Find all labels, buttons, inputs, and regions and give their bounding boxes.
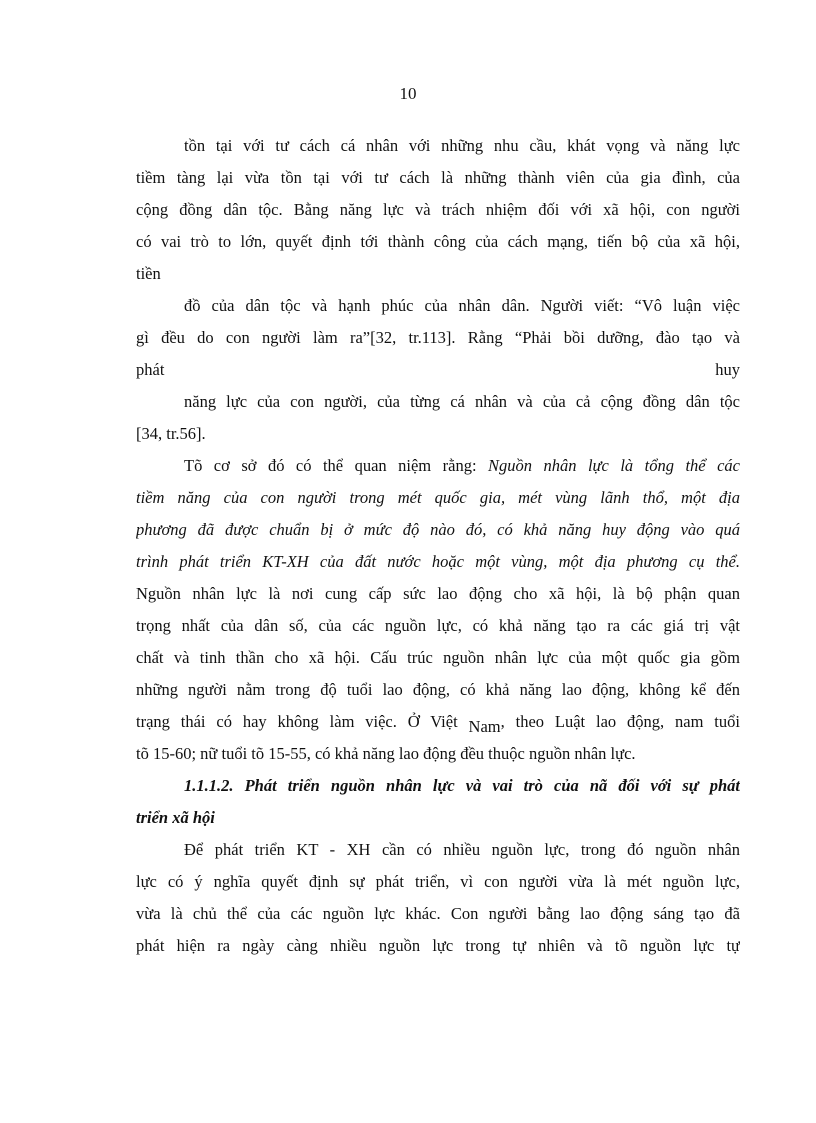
paragraph-line: năng lực của con người, của từng cá nhân và của cả cộng đồng dân tộc bbox=[184, 392, 740, 411]
body-text bbox=[136, 130, 740, 962]
paragraph-line bbox=[136, 706, 740, 738]
section-heading: 1.1.1.2. Phát triển nguồn nhân lực và vai trò của nã đối với sự phát bbox=[184, 776, 740, 795]
paragraph-line: cộng đồng dân tộc. Bằng năng lực và trách nhiệm đối với xã hội, con người bbox=[136, 200, 740, 219]
paragraph-line: tồn tại với tư cách cá nhân với những nhu cầu, khát vọng và năng lực bbox=[184, 136, 740, 155]
paragraph-line: [34, tr.56]. bbox=[136, 424, 206, 443]
definition-line: trình phát triển KT-XH của đất nước hoặc một vùng, một địa phương cụ thể. bbox=[136, 552, 740, 571]
paragraph-line: lực có ý nghĩa quyết định sự phát triển, vì con người vừa là mét nguồn lực, bbox=[136, 872, 740, 891]
line-text: trạng thái có hay không làm việc. Ở Việt bbox=[136, 712, 469, 731]
line-text-sub: Nam bbox=[468, 717, 501, 736]
page-number: 10 bbox=[399, 84, 417, 103]
paragraph-line: có vai trò to lớn, quyết định tới thành công của cách mạng, tiến bộ của xã hội, bbox=[136, 232, 740, 251]
paragraph-line bbox=[136, 450, 740, 482]
lead-text: Tõ cơ sở đó có thể quan niệm rằng: bbox=[184, 456, 488, 475]
paragraph-line: gì đều do con người làm ra”[32, tr.113]. Rằng “Phải bồi dưỡng, đào tạo và bbox=[136, 328, 740, 347]
paragraph-line: trọng nhất của dân số, của các nguồn lực, có khả năng tạo ra các giá trị vật bbox=[136, 616, 740, 635]
paragraph-line: Để phát triển KT - XH cần có nhiều nguồn lực, trong đó nguồn nhân bbox=[184, 840, 740, 859]
section-heading: triển xã hội bbox=[136, 808, 215, 827]
definition-text: Nguồn nhân lực là tổng thể các bbox=[488, 456, 740, 475]
split-word-right: huy bbox=[715, 360, 740, 379]
definition-line: phương đã được chuẩn bị ở mức độ nào đó, có khả năng huy động vào quá bbox=[136, 520, 740, 539]
line-text: , theo Luật lao động, nam tuổi bbox=[500, 712, 740, 731]
paragraph-line: chất và tinh thần cho xã hội. Cấu trúc nguồn nhân lực của một quốc gia gồm bbox=[136, 648, 740, 667]
paragraph-line: vừa là chủ thể của các nguồn lực khác. Con người bằng lao động sáng tạo đã bbox=[136, 904, 740, 923]
paragraph-line: phát hiện ra ngày càng nhiều nguồn lực trong tự nhiên và tõ nguồn lực tự bbox=[136, 936, 740, 955]
paragraph-line: tiềm tàng lại vừa tồn tại với tư cách là những thành viên của gia đình, của bbox=[136, 168, 740, 187]
paragraph-line: những người nằm trong độ tuổi lao động, có khả năng lao động, không kể đến bbox=[136, 680, 740, 699]
definition-line: tiềm năng của con người trong mét quốc gia, mét vùng lãnh thổ, một địa bbox=[136, 488, 740, 507]
paragraph-line: tõ 15-60; nữ tuổi tõ 15-55, có khả năng lao động đều thuộc nguồn nhân lực. bbox=[136, 744, 636, 763]
split-word-left: phát bbox=[136, 360, 165, 379]
paragraph-line: tiền bbox=[136, 264, 161, 283]
paragraph-line: Nguồn nhân lực là nơi cung cấp sức lao động cho xã hội, là bộ phận quan bbox=[136, 584, 740, 603]
paragraph-line bbox=[136, 354, 740, 386]
paragraph-line: đồ của dân tộc và hạnh phúc của nhân dân. Người viết: “Vô luận việc bbox=[184, 296, 740, 315]
